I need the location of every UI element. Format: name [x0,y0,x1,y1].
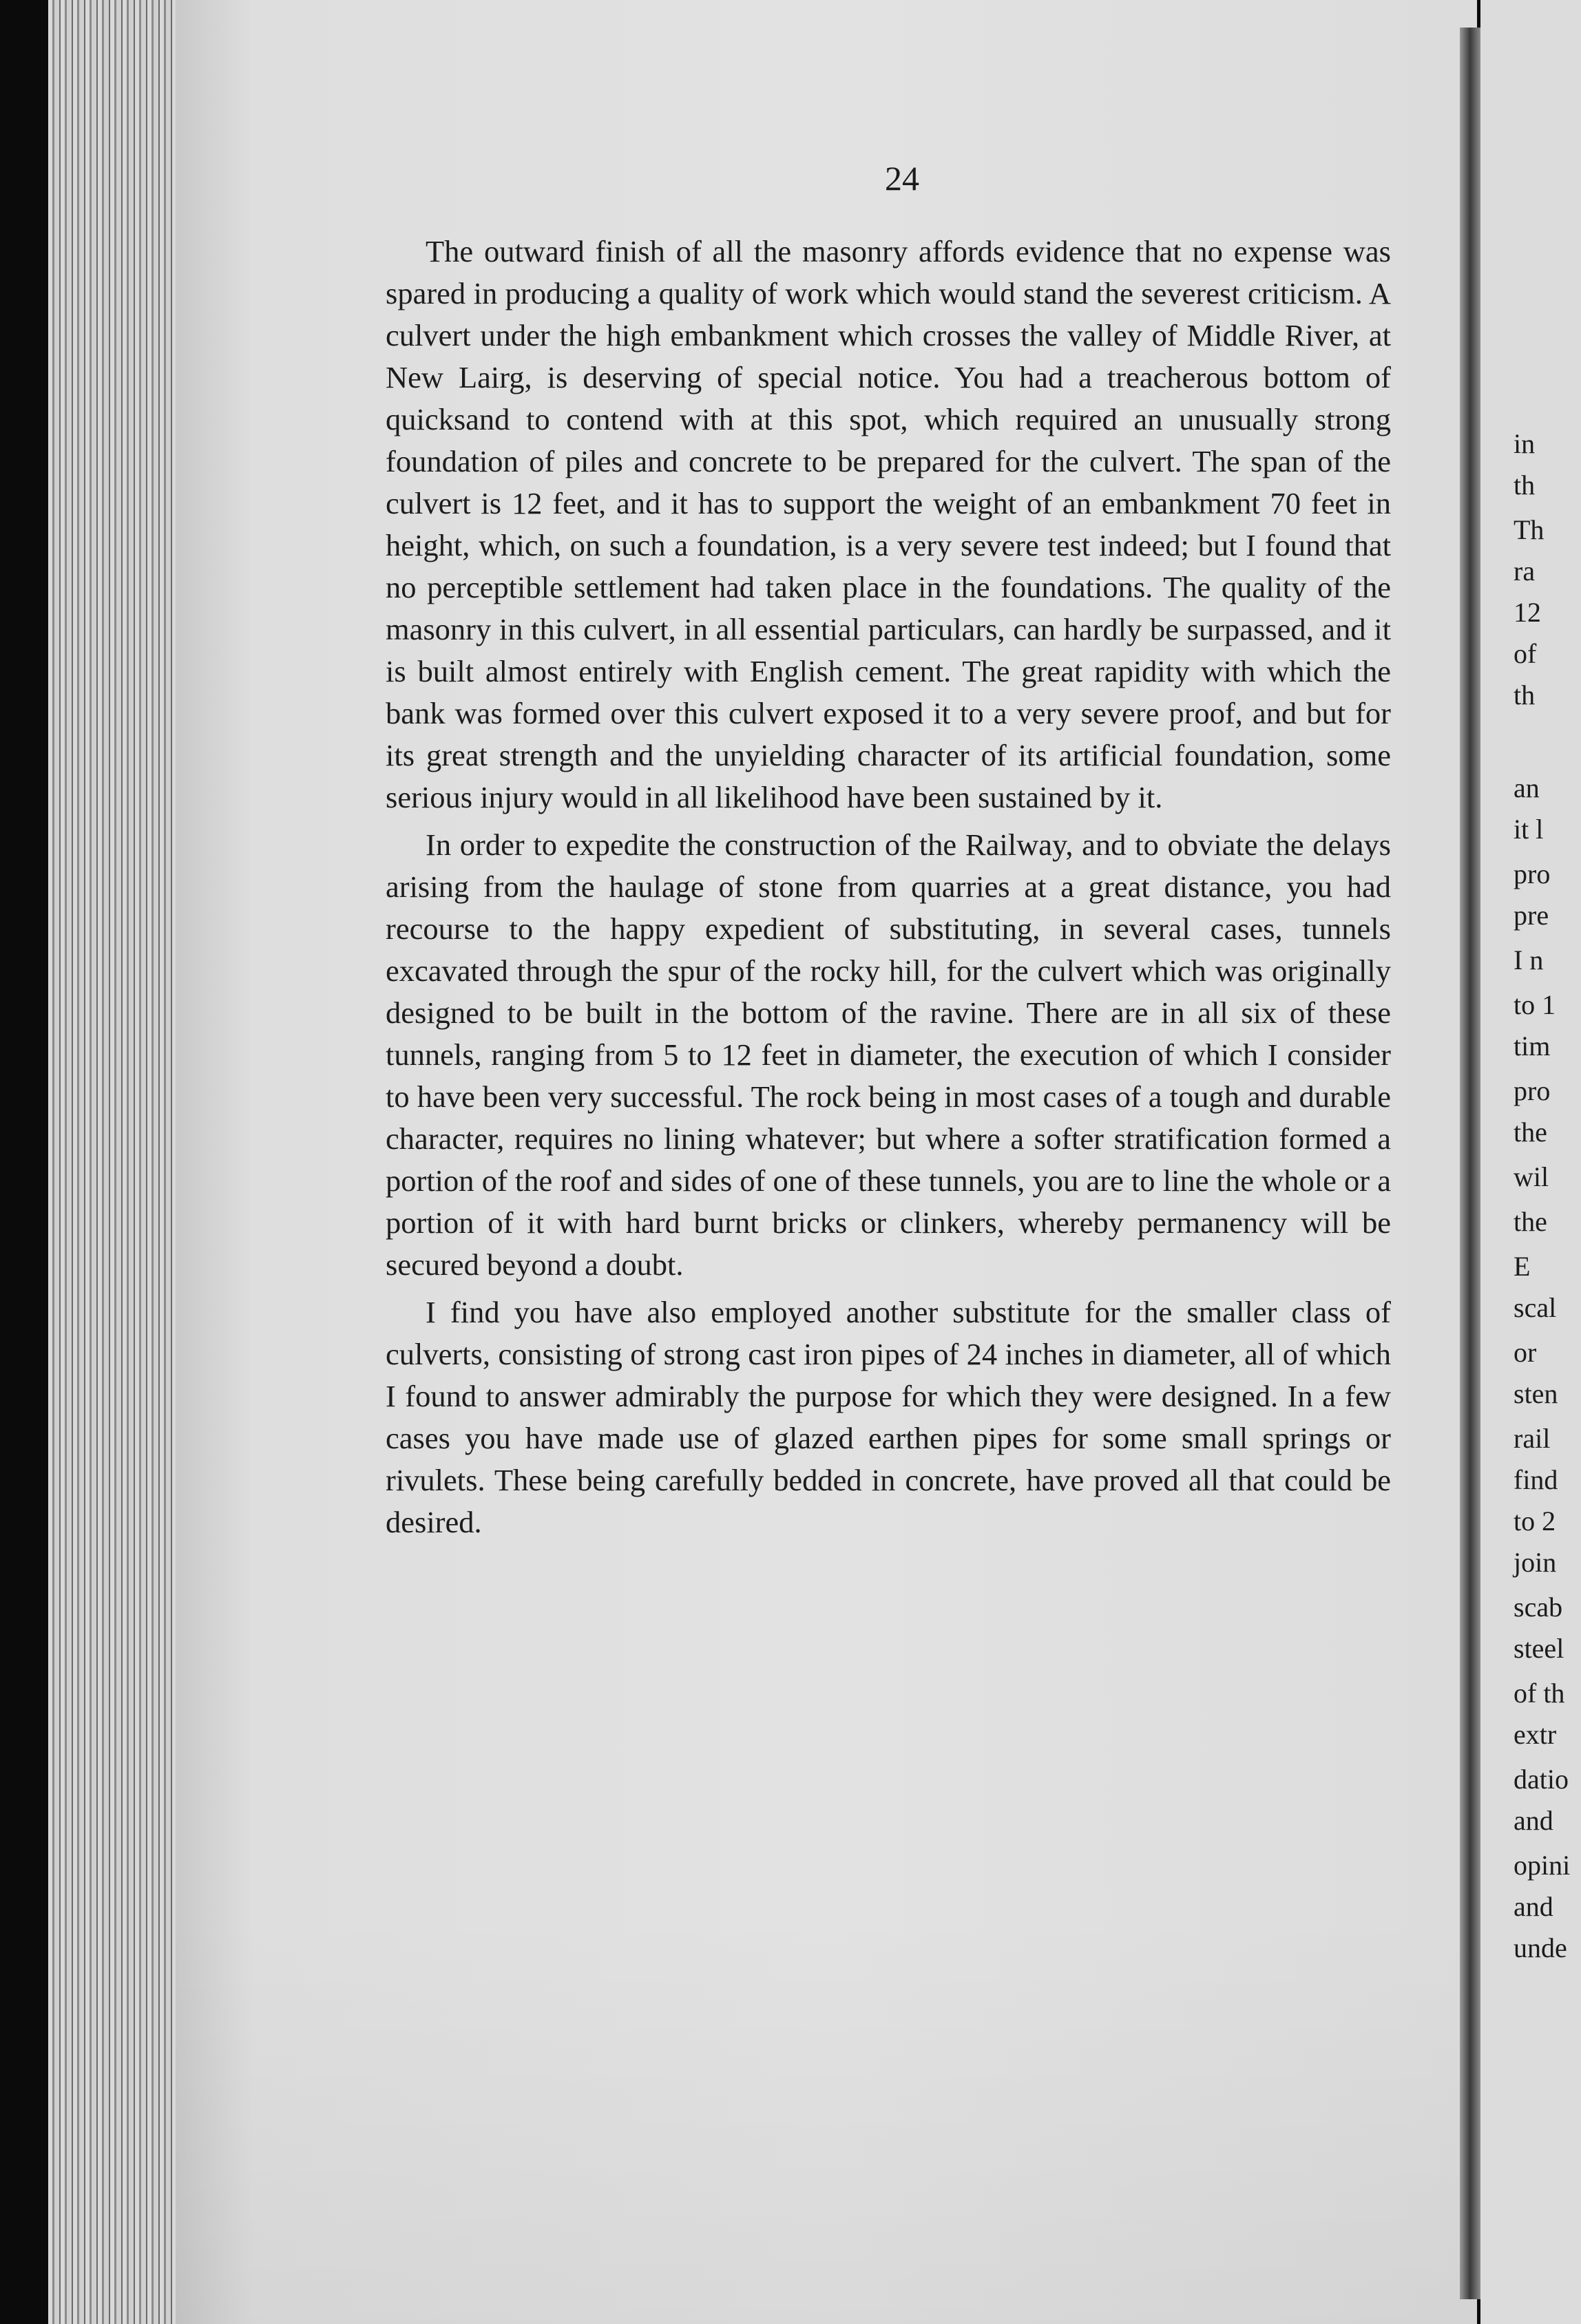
next-page-fragment: Th [1514,514,1545,545]
next-page-fragment: the [1514,1117,1547,1148]
next-page-fragment: find [1514,1464,1558,1495]
next-page-fragment: to 1 [1514,989,1556,1020]
next-page-fragment: of [1514,638,1537,669]
next-page-fragment: rail [1514,1423,1551,1454]
page-body [386,231,1391,1543]
page-shading [176,1911,1477,2324]
next-page-fragment: unde [1514,1932,1567,1963]
next-page-fragment: ra [1514,556,1536,587]
next-page-fragment: join [1514,1547,1557,1578]
next-page-fragment: it l [1514,814,1544,845]
next-page-fragment: or [1514,1337,1537,1368]
next-page-fragment: and [1514,1805,1553,1836]
paragraph: The outward finish of all the masonry affords evidence that no expense was spared in producing a quality of work which would stand the severest criticism. A culvert under the high embankment which crosses the valley of Middle River, at New Lairg, is deserving of special notice. You had a treacherous bottom of quicksand to contend with at this spot, which required an unusually strong foundation of piles and concrete to be prepared for the culvert. The span of the culvert is 12 feet, and it has to support the weight of an embankment 70 feet in height, which, on such a foundation, is a very severe test indeed; but I found that no perceptible settlement had taken place in the foundations. The quality of the masonry in this culvert, in all essential particulars, can hardly be surpassed, and it is built almost entirely with English cement. The great rapidity with which the bank was formed over this culvert exposed it to a very severe proof, and but for its great strength and the unyielding character of its artificial foundation, some serious injury would in all likelihood have been sustained by it. [386,234,1391,814]
next-page-fragment: datio [1514,1764,1569,1795]
next-page-fragment: scal [1514,1292,1557,1323]
next-page-fragment: pre [1514,900,1549,931]
next-page-fragment: extr [1514,1719,1557,1750]
next-page-fragment: the [1514,1206,1547,1237]
next-page-fragment: sten [1514,1378,1558,1409]
next-page-fragment: scab [1514,1592,1563,1623]
page-edges [48,0,186,2324]
next-page-fragment: and [1514,1891,1553,1922]
next-page-fragment: of th [1514,1678,1565,1709]
page-fold [1460,28,1480,2299]
next-page-fragment: E [1514,1251,1531,1282]
next-page-fragment: to 2 [1514,1506,1556,1536]
next-page-fragment: in [1514,428,1536,459]
paragraph: I find you have also employed another substitute for the smaller class of culverts, consisting of strong cast iron pipes of 24 inches in diameter, all of which I found to answer admirably the purpose for which they were designed. In a few cases you have made use of glazed earthen pipes for some small springs or rivulets. These being carefully bedded in concrete, have proved all that could be desired. [386,1295,1391,1539]
next-page-fragment: th [1514,679,1536,710]
next-page-fragment: th [1514,469,1536,500]
next-page-edge [1480,0,1581,2324]
paragraph: In order to expedite the construction of the Railway, and to obviate the delays arising from the haulage of stone from quarries at a great distance, you had recourse to the happy expedient of substituting, in several cases, tunnels excavated through the spur of the rocky hill, for the culvert which was originally designed to be built in the bottom of the ravine. There are in all six of these tunnels, ranging from 5 to 12 feet in diameter, the execution of which I consider to have been very successful. The rock being in most cases of a tough and durable character, requires no lining whatever; but where a softer stratification formed a portion of the roof and sides of one of these tunnels, you are to line the whole or a portion of it with hard burnt bricks or clinkers, whereby permanency will be secured beyond a doubt. [386,827,1391,1282]
page-number: 24 [885,159,919,198]
next-page-fragment: wil [1514,1161,1549,1192]
next-page-fragment: pro [1514,858,1551,889]
next-page-fragment: opini [1514,1850,1571,1881]
next-page-fragment: 12 [1514,597,1541,628]
next-page-fragment: an [1514,772,1540,803]
next-page-fragment: steel [1514,1633,1564,1664]
next-page-fragment: pro [1514,1075,1551,1106]
next-page-fragment: tim [1514,1031,1551,1061]
next-page-fragment: I n [1514,944,1544,975]
